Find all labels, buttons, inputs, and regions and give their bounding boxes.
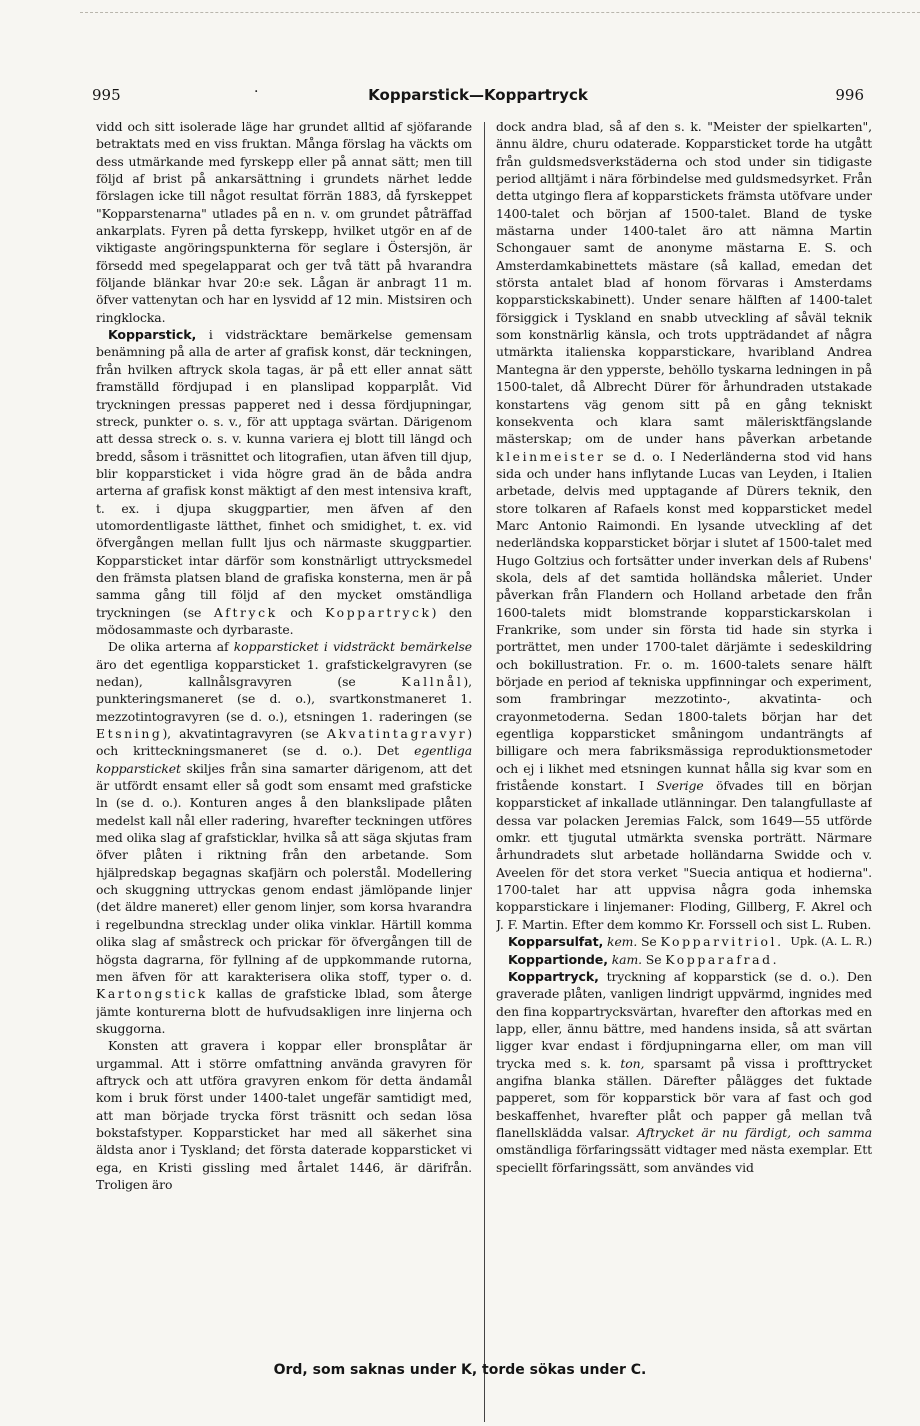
paragraph-arter: De olika arterna af kopparsticket i vidsträckt bemärkelse äro det egentliga kopparsticket 1. grafstickelgravyren (se nedan), kallnålsgravyren (se Kallnål), punkteringsmaneret (se d. o.), svartkonstmaneret 1. mezzotintogravyren (se d. o.), etsningen 1. raderingen (se Etsning), akvatintagravyren (se Akvatintagravyr) och kritteckningsmaneret (se d. o.). Det egentliga kopparsticket skiljes från sina samarter därigenom, att det är utfördt ensamt eller så godt som ensamt med grafsticke ln (se d. o.). Konturen anges å den blankslipade plåten medelst kall nål eller radering, hvarefter teckningen utföres med olika slag af grafsticklar, hvilka så att säga skjutas fram öfver plåten i riktning från den arbetande. Som hjälpredskap begagnas skafjärn och polerstål. Modellering och skuggning uttryckas genom endast jämlöpande linjer (det äldre maneret) eller genom linjer, som korsa hvarandra i regelbundna strecklag under olika vinklar. Härtill komma olika slag af småstreck och prickar för öfvergången till de högsta dagrarna, för fyllning af de uppkommande rutorna, men äfven för att karakterisera olika stoff, typer o. d. Kartongstick kallas de grafsticke lblad, som återge jämte konturerna blott de hufvudsakligen inre linjerna och skuggorna. bbox=[96, 639, 472, 1036]
page-title: Kopparstick—Koppartryck bbox=[368, 86, 588, 104]
entry-head-koppartryck: Koppartryck, bbox=[508, 968, 599, 984]
entry-head-kopparstick: Kopparstick, bbox=[108, 327, 197, 343]
right-column bbox=[496, 118, 872, 1426]
text-columns bbox=[96, 118, 872, 1426]
cross-ref-kleinmeister[interactable]: kleinmeister bbox=[496, 448, 606, 464]
author-signature: Upk. (A. L. R.) bbox=[790, 934, 872, 949]
cross-ref-kopparvitriol[interactable]: Kopparvitriol bbox=[660, 934, 778, 950]
header-dot: · bbox=[254, 84, 259, 100]
left-column bbox=[96, 118, 472, 1426]
entry-head-koppartionde: Koppartionde, bbox=[508, 951, 608, 967]
scan-edge bbox=[80, 12, 920, 13]
page-number-right: 996 bbox=[835, 86, 864, 104]
paragraph-historia-cont: dock andra blad, så af den s. k. "Meister der spielkarten", ännu äldre, churu odaterade. Kopparsticket torde ha utgått från guldsmedsverkstäderna och stod under sin tidigaste period alltjämt i nära förbindelse med guldsmedsyrket. Från detta utgingo flera af kopparstickets främsta utöfvare under 1400-talet och början af 1500-talet. Bland de tyske mästarna under 1400-talet äro att nämna Martin Schongauer samt de anonyme mästarna E. S. och Amsterdamkabinettets mästare (så kallad, emedan det största antalet blad af honom förvaras i Amsterdams kopparstickskabinett). Under senare hälften af 1400-talet försiggick i Tyskland en snabb utveckling af såväl teknik som konstnärlig känsla, och trots uppträdandet af några utmärkta italienska kopparstickare, hvaribland Andrea Mantegna är den ypperste, behöllo tyskarna ledningen in på 1500-talet, då Albrecht Dürer för århundraden utstakade konstartens väg genom sitt på en gång tekniskt konsekventa och klara samt mälerisktfängslande mästerskap; om de under hans påverkan arbetande kleinmeister se d. o. I Nederländerna stod vid hans sida och under hans inflytande Lucas van Leyden, i Italien arbetade, delvis med upptagande af Dürers teknik, den store tolkaren af Rafaels konst med kopparsticket medel Marc Antonio Raimondi. En lysande utveckling af det nederländska kopparsticket börjar i slutet af 1500-talet med Hugo Goltzius och fortsätter under inverkan dels af Rubens' skola, dels af det samtida holländska måleriet. Under påverkan från Flandern och Holland arbetade den från 1600-talets midt blomstrande kopparstickarskolan i Frankrike, som under sin första tid hade sin styrka i porträttet, men under 1700-talet därjämte i sedeskildring och bokillustration. Fr. o. m. 1600-talets senare hälft började en period af tekniska uppfinningar och experiment, som frambringar mezzotinto-, akvatinta- och crayonmetoderna. Sedan 1800-talets början har det egentliga kopparsticket småningom undanträngts af billigare och mera fabriksmässiga reproduktionsmetoder och ej i likhet med etsningen kunnat hålla sig kvar som en fristående konstart. I Sverige öfvades till en början kopparsticket af inkallade utlänningar. Den talangfullaste af dessa var polacken Jeremias Falck, som 1649—55 utförde omkr. ett tjugutal utmärkta svenska porträtt. Närmare århundradets slut arbetade holländarna Swidde och v. Aveelen för det stora verket "Suecia antiqua et hodierna". 1700-talet har att uppvisa några goda inhemska kopparstickare i linjemaner: Floding, Gillberg, F. Akrel och J. F. Martin. Efter dem kommo Kr. Forssell och sist L. Ruben. Upk. (A. L. R.) bbox=[496, 118, 872, 933]
footer-note: Ord, som saknas under K, torde sökas under C. bbox=[273, 1362, 647, 1378]
cross-ref-kopparafrad[interactable]: Kopparafrad bbox=[665, 951, 773, 967]
entry-koppartionde: Koppartionde, kam. Se Kopparafrad. bbox=[508, 951, 777, 967]
entry-kopparsulfat: Kopparsulfat, kem. Se Kopparvitriol. bbox=[508, 934, 781, 950]
page-header bbox=[92, 86, 864, 112]
paragraph-historia: Konsten att gravera i koppar eller bronsplåtar är urgammal. Att i större omfattning använda gravyren för aftryck och att utföra gravyren enkom för detta ändamål kom i bruk först under 1400-talet ungefär samtidigt med, att man började trycka först träsnitt och sedan lösa bokstafstyper. Kopparsticket har med all säkerhet sina äldsta anor i Tyskland; det första daterade kopparsticket vi ega, en Kristi gissling med årtalet 1446, är därifrån. Troligen äro bbox=[96, 1038, 472, 1192]
cross-ref-aftryck[interactable]: Aftryck bbox=[213, 604, 278, 620]
paragraph-kopparstenarna: vidd och sitt isolerade läge har grundet alltid af sjöfarande betraktats med en viss fruktan. Många förslag ha väckts om dess utmärkande med fyrskepp eller på annat sätt; men till följd af brist på ankarsättning i grundets närhet ledde förslagen icke till något resultat förrän 1883, då fyrskeppet "Kopparstenarna" utlades på en n. v. om grundet påträffad ankarplats. Fyren på detta fyrskepp, hvilket utgör en af de viktigaste angöringspunkterna för seglare i Östersjön, är försedd med spegelapparat och ger två tätt på hvarandra följande blänkar hvar 20:e sek. Lågan är anbragt 11 m. öfver vattenytan och har en lysvidd af 12 min. Mistsiren och ringklocka. bbox=[96, 119, 472, 325]
cross-ref-etsning[interactable]: Etsning bbox=[96, 726, 163, 742]
column-divider bbox=[484, 122, 485, 1422]
entry-head-kopparsulfat: Kopparsulfat, bbox=[508, 934, 604, 950]
entry-kopparstick: Kopparstick, i vidsträcktare bemärkelse gemensam benämning på alla de arter af grafisk konst, där teckningen, från hvilken aftryck skola tagas, är på ett eller annat sätt framställd fördjupad i en planslipad kopparplåt. Vid tryckningen pressas papperet ned i dessa fördjupningar, streck, punkter o. s. v., för att upptaga svärtan. Därigenom att dessa streck o. s. v. kunna variera ej blott till längd och bredd, såsom i träsnittet och litografien, utan äfven till djup, blir kopparsticket i vida högre grad än de båda andra arterna af grafisk konst mäktigt af den mest intensiva kraft, t. ex. i djupa skuggpartier, men äfven af den utomordentligaste lätthet, finhet och smidighet, t. ex. vid öfvergången mellan fullt ljus och närmaste skuggpartier. Kopparsticket intar därför som konstnärligt uttrycksmedel den främsta platsen bland de grafiska konsterna, men är på samma gång till följd af den mycket omständliga tryckningen (se Aftryck och Koppartryck) den mödosammaste och dyrbaraste. bbox=[96, 327, 472, 637]
cross-ref-akvatinta[interactable]: Akvatintagravyr bbox=[326, 726, 468, 742]
entry-koppartryck: Koppartryck, tryckning af kopparstick (se d. o.). Den graverade plåten, vanligen lindrigt uppvärmd, ingnides med den fina koppartrycksvärtan, hvarefter den aftorkas med en lapp, eller, ännu bättre, med handens insida, så att svärtan ligger kvar endast i fördjupningarna eller, om man vill trycka med s. k. ton, sparsamt på vissa i profttrycket angifna blanka ställen. Därefter pålägges det fuktade papperet, som för kopparstick bör vara af fast och god beskaffenhet, hvarefter plåt och papper gå mellan två flanellsklädda valsar. Aftrycket är nu färdigt, och samma omständliga förfaringssätt vidtager med nästa exemplar. Ett speciellt förfaringssätt, som användes vid bbox=[496, 968, 872, 1175]
page-number-left: 995 bbox=[92, 86, 121, 104]
cross-ref-kallnal[interactable]: Kallnål bbox=[401, 674, 464, 689]
term-kartongstick: Kartongstick bbox=[96, 986, 208, 1002]
cross-ref-koppartryck[interactable]: Koppartryck bbox=[325, 604, 432, 620]
